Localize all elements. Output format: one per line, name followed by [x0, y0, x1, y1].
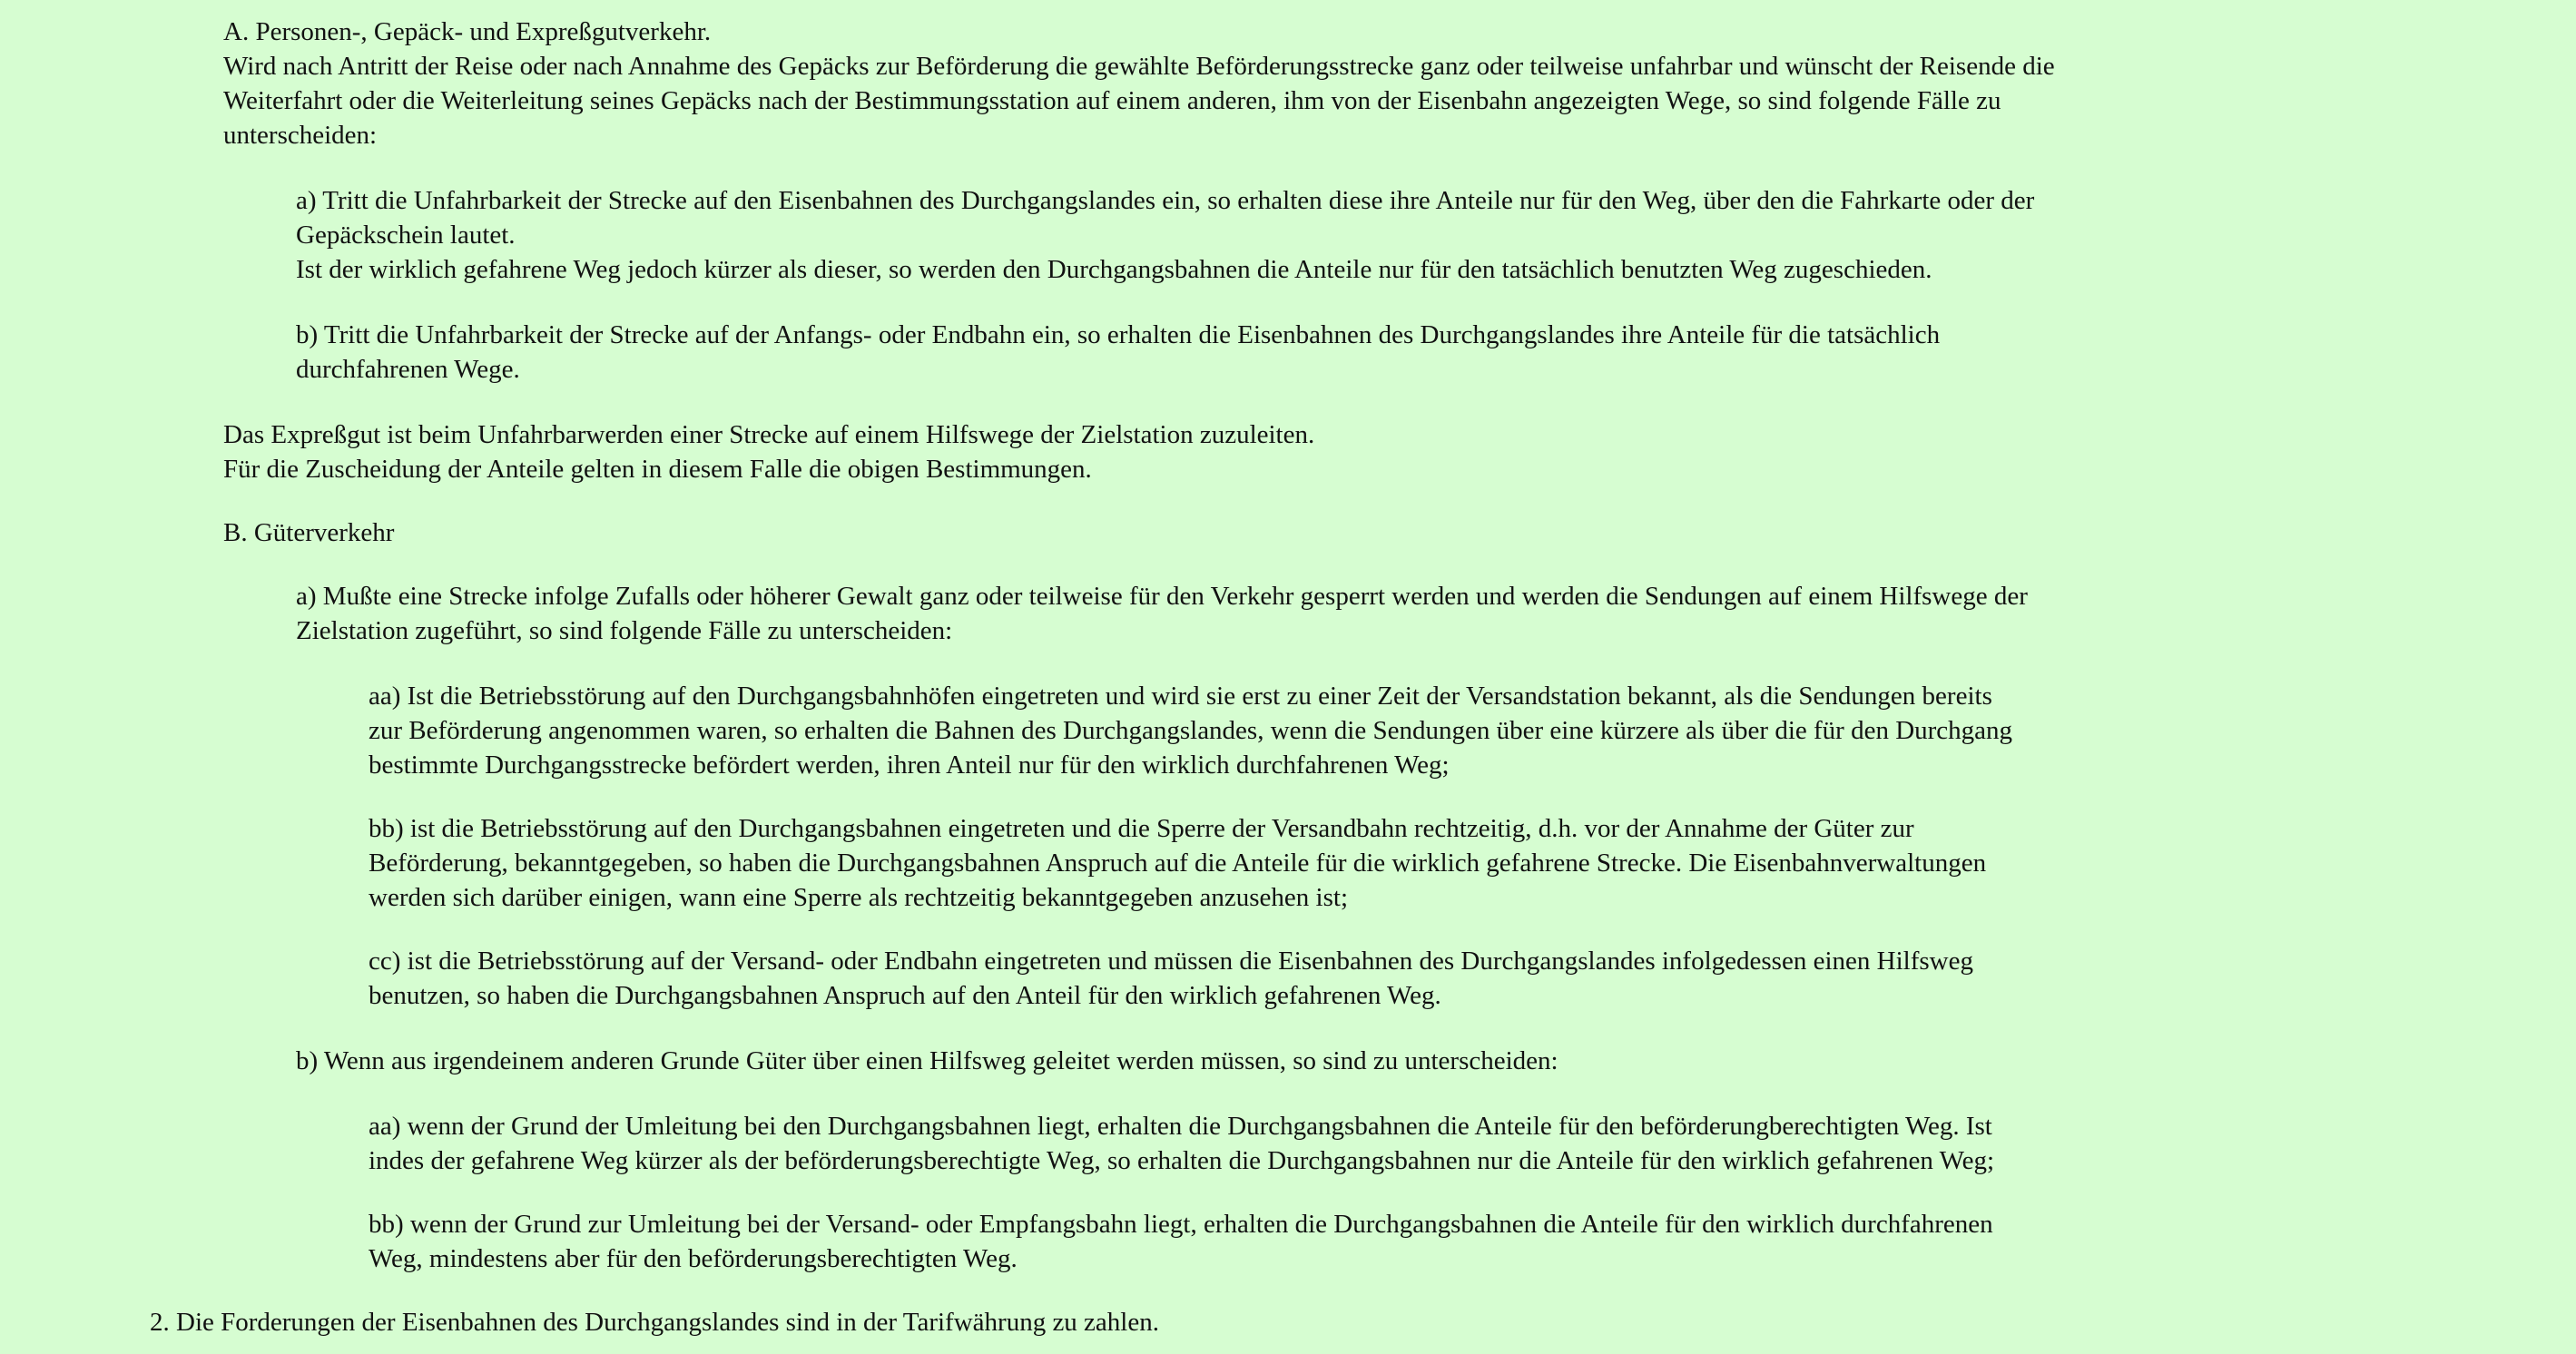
paragraph-line: Wird nach Antritt der Reise oder nach Annahme des Gepäcks zur Beförderung die gewählte Beförderungsstrecke ganz oder teilweise unfahrbar und wünscht der Reisende die [223, 52, 2055, 81]
paragraph-line: Für die Zuscheidung der Anteile gelten in diesem Falle die obigen Bestimmungen. [223, 455, 1092, 484]
section-a-heading-text: A. Personen-, Gepäck- und Expreßgutverkehr. [223, 17, 712, 46]
paragraph-line: Beförderung, bekanntgegeben, so haben die Durchgangsbahnen Anspruch auf die Anteile für die wirklich gefahrene Strecke. Die Eisenbahnverwaltungen [369, 849, 1987, 878]
paragraph-line: Weg, mindestens aber für den beförderungsberechtigten Weg. [369, 1244, 1018, 1273]
paragraph-line: zur Beförderung angenommen waren, so erhalten die Bahnen des Durchgangslandes, wenn die Sendungen über eine kürzere als über die für den Durchgang [369, 716, 2013, 745]
paragraph-line: cc) ist die Betriebsstörung auf der Versand- oder Endbahn eingetreten und müssen die Eisenbahnen des Durchgangslandes infolgedessen einen Hilfsweg [369, 947, 1973, 976]
paragraph-line: benutzen, so haben die Durchgangsbahnen Anspruch auf den Anteil für den wirklich gefahrenen Weg. [369, 981, 1441, 1010]
paragraph-line: b) Tritt die Unfahrbarkeit der Strecke auf der Anfangs- oder Endbahn ein, so erhalten die Eisenbahnen des Durchgangslandes ihre Anteile für die tatsächlich [296, 320, 1941, 349]
paragraph-line: a) Mußte eine Strecke infolge Zufalls oder höherer Gewalt ganz oder teilweise für den Verkehr gesperrt werden und werden die Sendungen auf einem Hilfswege der [296, 582, 2028, 611]
paragraph-line: Weiterfahrt oder die Weiterleitung seines Gepäcks nach der Bestimmungsstation auf einem anderen, ihm von der Eisenbahn angezeigten Wege, so sind folgende Fälle zu [223, 86, 2001, 115]
section-b-item-b-aa [369, 1109, 2229, 1178]
section-b-item-b [296, 1044, 2293, 1078]
point-2-text: 2. Die Forderungen der Eisenbahnen des Durchgangslandes sind in der Tarifwährung zu zahlen. [150, 1308, 1159, 1337]
paragraph-line: a) Tritt die Unfahrbarkeit der Strecke auf den Eisenbahnen des Durchgangslandes ein, so erhalten diese ihre Anteile nur für den Weg, über den die Fahrkarte oder der [296, 186, 2035, 215]
paragraph-line: Zielstation zugeführt, so sind folgende Fälle zu unterscheiden: [296, 616, 953, 645]
section-b-heading [223, 515, 2311, 550]
paragraph-line: Gepäckschein lautet. [296, 221, 516, 250]
paragraph-line: durchfahrenen Wege. [296, 355, 520, 384]
paragraph-line: werden sich darüber einigen, wann eine Sperre als rechtzeitig bekanntgegeben anzusehen ist; [369, 883, 1349, 912]
paragraph-line: Ist der wirklich gefahrene Weg jedoch kürzer als dieser, so werden den Durchgangsbahnen die Anteile nur für den tatsächlich benutzten Weg zugeschieden. [296, 255, 1932, 284]
paragraph-line: b) Wenn aus irgendeinem anderen Grunde Güter über einen Hilfsweg geleitet werden müssen, so sind zu unterscheiden: [296, 1046, 1558, 1075]
paragraph-line: indes der gefahrene Weg kürzer als der beförderungsberechtigte Weg, so erhalten die Durchgangsbahnen nur die Anteile für den wirklich gefahrenen Weg; [369, 1146, 1995, 1175]
section-a-item-b [296, 318, 2293, 387]
paragraph-line: unterscheiden: [223, 121, 378, 150]
section-b-item-a-bb [369, 811, 2229, 915]
point-2 [150, 1305, 2328, 1339]
paragraph-line: aa) wenn der Grund der Umleitung bei den Durchgangsbahnen liegt, erhalten die Durchgangsbahnen die Anteile für den beförderungberechtigten Weg. Ist [369, 1112, 1992, 1141]
section-a-intro [223, 49, 2311, 152]
paragraph-line: aa) Ist die Betriebsstörung auf den Durchgangsbahnhöfen eingetreten und wird sie erst zu einer Zeit der Versandstation bekannt, als die Sendungen bereits [369, 682, 1992, 711]
section-b-item-b-bb [369, 1207, 2229, 1276]
section-a-item-a [296, 183, 2293, 287]
section-b-item-a-cc [369, 944, 2229, 1013]
paragraph-line: bb) wenn der Grund zur Umleitung bei der Versand- oder Empfangsbahn liegt, erhalten die Durchgangsbahnen die Anteile für den wirklich durchfahrenen [369, 1210, 1993, 1239]
paragraph-line: bb) ist die Betriebsstörung auf den Durchgangsbahnen eingetreten und die Sperre der Versandbahn rechtzeitig, d.h. vor der Annahme der Güter zur [369, 814, 1914, 843]
section-a-express [223, 417, 2311, 486]
section-b-heading-text: B. Güterverkehr [223, 518, 395, 547]
section-a-heading [223, 15, 2311, 49]
section-b-item-a-aa [369, 679, 2229, 782]
section-b-item-a [296, 579, 2293, 648]
paragraph-line: Das Expreßgut ist beim Unfahrbarwerden einer Strecke auf einem Hilfswege der Zielstation zuzuleiten. [223, 420, 1315, 449]
paragraph-line: bestimmte Durchgangsstrecke befördert werden, ihren Anteil nur für den wirklich durchfahrenen Weg; [369, 751, 1450, 780]
